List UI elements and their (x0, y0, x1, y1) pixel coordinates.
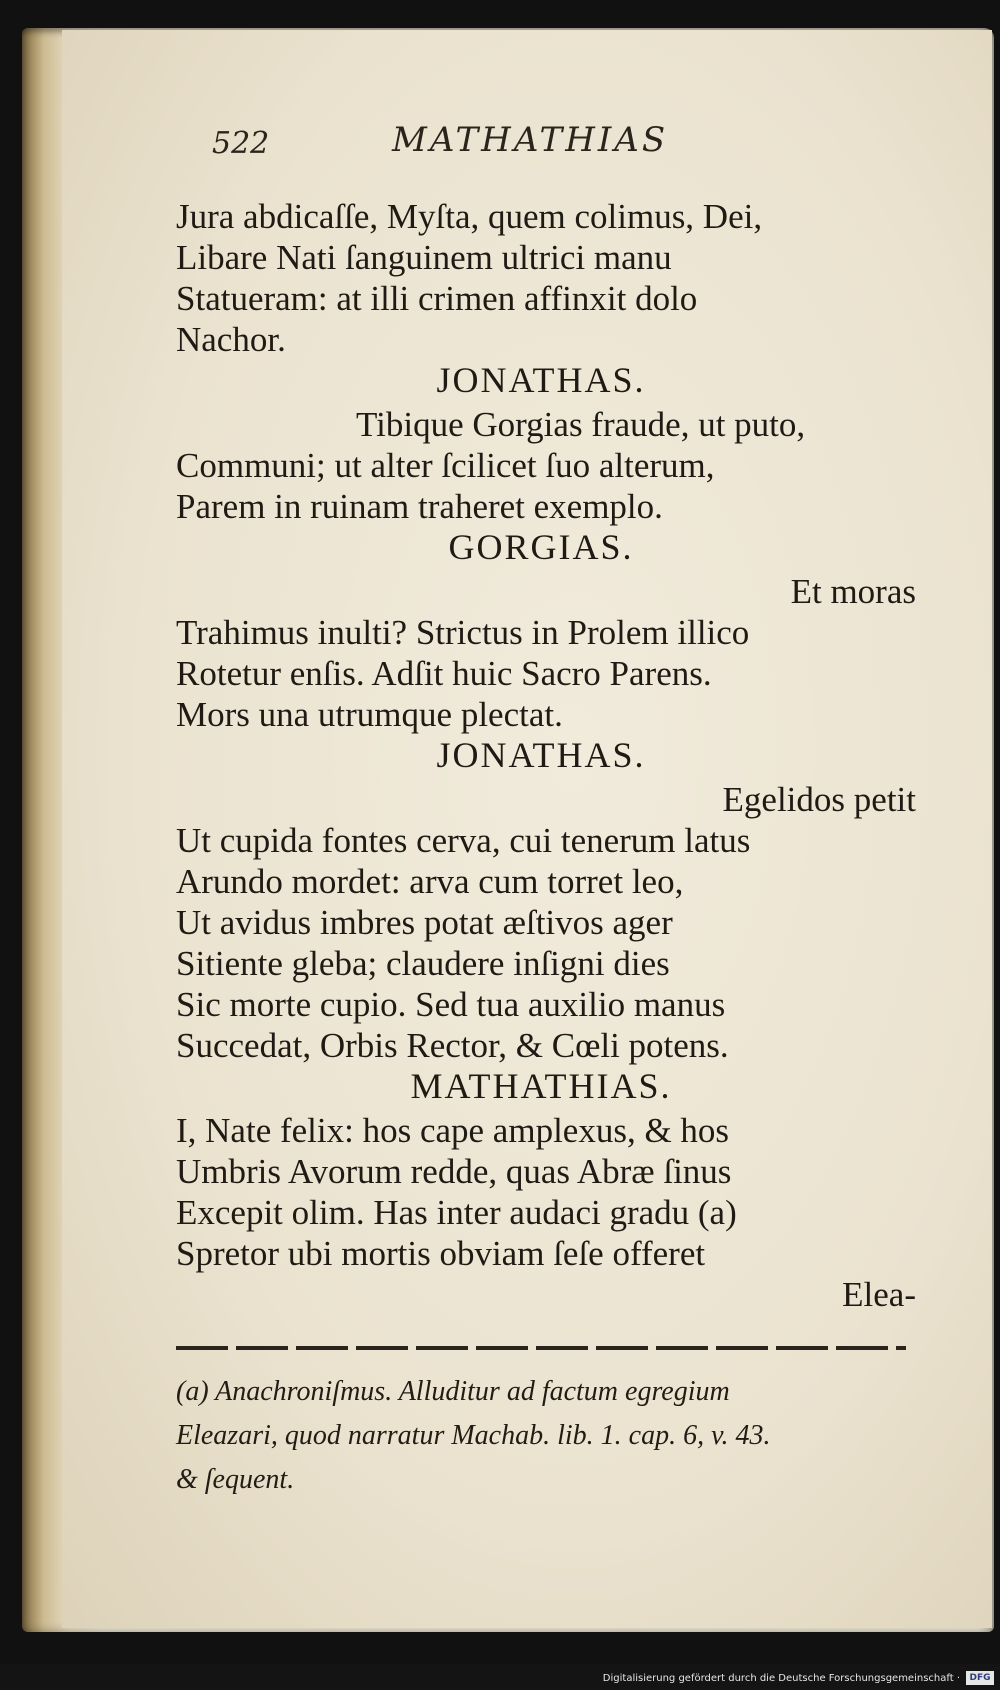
verse-line: Parem in ruinam traheret exemplo. (176, 487, 663, 526)
verse-line: Communi; ut alter ſcilicet ſuo alterum, (176, 446, 715, 485)
verse-line: Mors una utrumque plectat. (176, 695, 563, 734)
verse-line: Nachor. (176, 320, 286, 359)
page-number: 522 (212, 126, 270, 161)
footnote-line: Eleazari, quod narratur Machab. lib. 1. cap. 6, v. 43. (176, 1420, 771, 1451)
dfg-logo-icon: DFG (966, 1671, 994, 1685)
verse-text (176, 196, 936, 1315)
verse-line: Egelidos petit (722, 780, 916, 819)
footnote-line: & ſequent. (176, 1464, 295, 1495)
verse-line: Statueram: at illi crimen affinxit dolo (176, 279, 698, 318)
verse-line: Excepit olim. Has inter audaci gradu (a) (176, 1193, 737, 1232)
running-title: MATHATHIAS (392, 120, 669, 160)
footnote (176, 1370, 916, 1502)
verse-line: Trahimus inulti? Strictus in Prolem illico (176, 613, 750, 652)
verse-line: Et moras (790, 572, 916, 611)
verse-line: Jura abdicaſſe, Myſta, quem colimus, Dei, (176, 197, 763, 236)
speaker-heading: JONATHAS. (436, 735, 646, 775)
verse-line: Tibique Gorgias fraude, ut puto, (356, 405, 806, 444)
verse-line: Sic morte cupio. Sed tua auxilio manus (176, 985, 726, 1024)
verse-line: Elea- (842, 1275, 916, 1314)
speaker-heading: JONATHAS. (436, 360, 646, 400)
speaker-heading: GORGIAS. (448, 527, 634, 567)
verse-line: Sitiente gleba; claudere inſigni dies (176, 944, 670, 983)
verse-line: Umbris Avorum redde, quas Abræ ſinus (176, 1152, 732, 1191)
verse-line: Ut cupida fontes cerva, cui tenerum latus (176, 821, 751, 860)
footnote-line: (a) Anachroniſmus. Alluditur ad factum egregium (176, 1376, 730, 1407)
speaker-heading: MATHATHIAS. (410, 1066, 672, 1106)
verse-line: Libare Nati ſanguinem ultrici manu (176, 238, 672, 277)
verse-line: Rotetur enſis. Adſit huic Sacro Parens. (176, 654, 712, 693)
page-header (212, 120, 940, 166)
verse-line: Arundo mordet: arva cum torret leo, (176, 862, 684, 901)
verse-line: Succedat, Orbis Rector, & Cœli potens. (176, 1026, 729, 1065)
verse-line: Spretor ubi mortis obviam ſeſe offeret (176, 1234, 706, 1273)
verse-line: I, Nate felix: hos cape amplexus, & hos (176, 1111, 730, 1150)
digitization-credit: Digitalisierung gefördert durch die Deutsche Forschungsgemeinschaft · (602, 1673, 960, 1684)
verse-line: Ut avidus imbres potat æſtivos ager (176, 903, 673, 942)
credit-bar (0, 1664, 1000, 1690)
footnote-rule (176, 1346, 906, 1350)
